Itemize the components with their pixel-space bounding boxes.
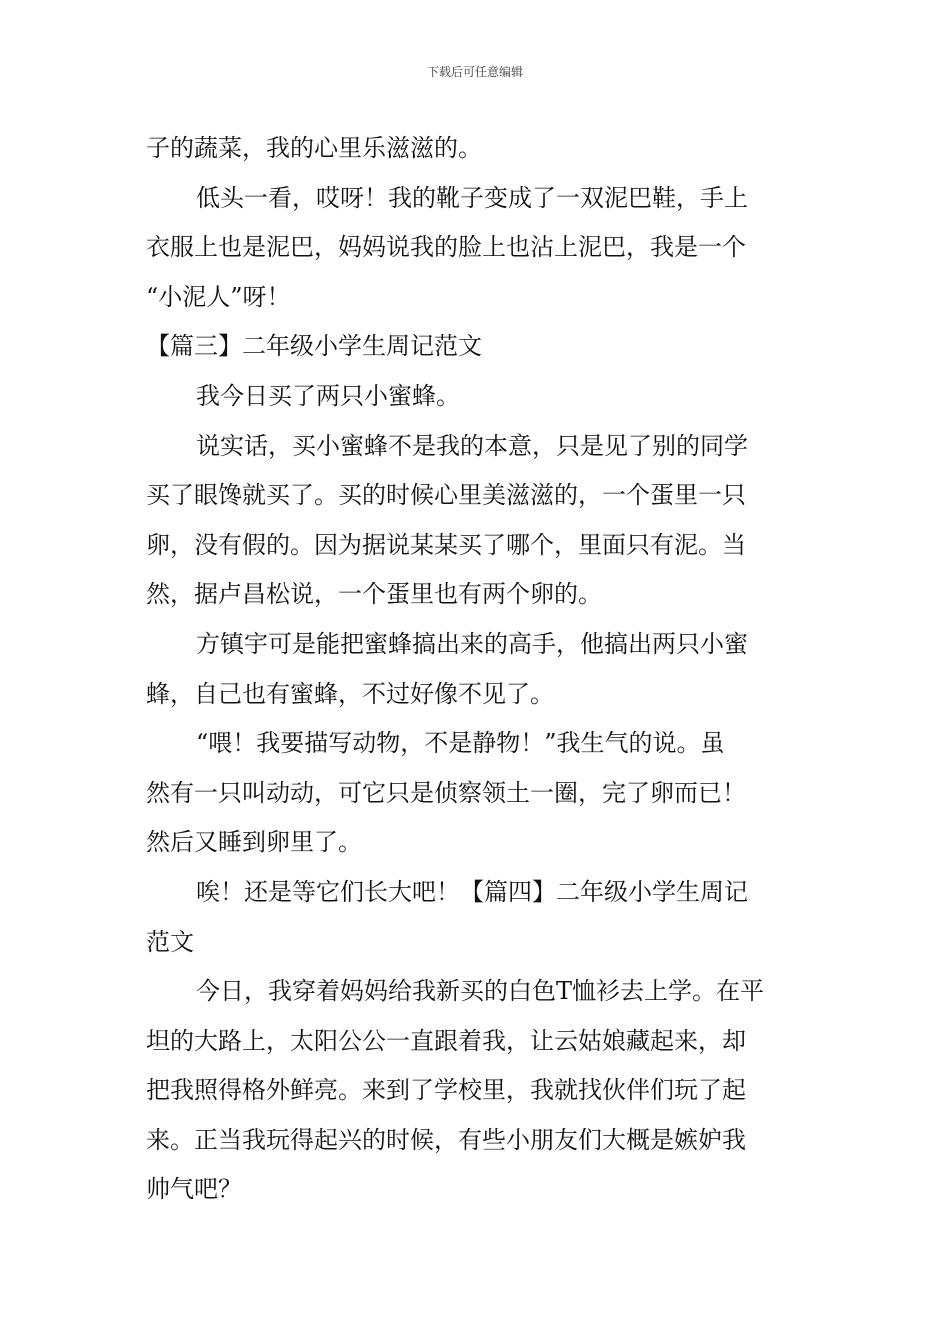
text-line: 卵，没有假的。因为据说某某买了哪个，里面只有泥。当 [146,530,746,559]
text-line: 然有一只叫动动，可它只是侦察领土一圈，完了卵而已！ [146,778,746,807]
document-body [146,124,808,1215]
text-line: 买了眼馋就买了。买的时候心里美滋滋的，一个蛋里一只 [146,481,746,510]
text-line: 我今日买了两只小蜜蜂。 [196,381,460,410]
text-line: 方镇宇可是能把蜜蜂搞出来的高手，他搞出两只小蜜 [196,629,748,658]
text-line: 范文 [146,927,194,956]
text-line: “小泥人”呀！ [146,282,291,311]
text-line: 说实话，买小蜜蜂不是我的本意，只是见了别的同学 [196,431,748,460]
text-line: 然后又睡到卵里了。 [146,828,362,857]
text-line: 今日，我穿着妈妈给我新买的白色T恤衫去上学。在平 [196,977,765,1006]
section-heading: 【篇三】二年级小学生周记范文 [146,332,482,361]
text-line: 帅气吧？ [146,1175,242,1204]
text-line: 衣服上也是泥巴，妈妈说我的脸上也沾上泥巴，我是一个 [146,233,746,262]
text-line: 来。正当我玩得起兴的时候，有些小朋友们大概是嫉妒我 [146,1125,746,1154]
text-line: 把我照得格外鲜亮。来到了学校里，我就找伙伴们玩了起 [146,1076,746,1105]
text-line: 子的蔬菜，我的心里乐滋滋的。 [146,134,482,162]
text-line: 坦的大路上，太阳公公一直跟着我，让云姑娘藏起来，却 [146,1026,746,1055]
page-header: 下载后可任意编辑 [426,65,523,79]
text-line: 低头一看，哎呀！我的靴子变成了一双泥巴鞋，手上 [196,183,748,212]
text-line: 然，据卢昌松说，一个蛋里也有两个卵的。 [146,580,602,609]
text-line: “喂！我要描写动物，不是静物！”我生气的说。虽 [196,729,725,758]
text-line: 蜂，自己也有蜜蜂，不过好像不见了。 [146,679,554,708]
text-line: 唉！还是等它们长大吧！【篇四】二年级小学生周记 [196,877,748,906]
